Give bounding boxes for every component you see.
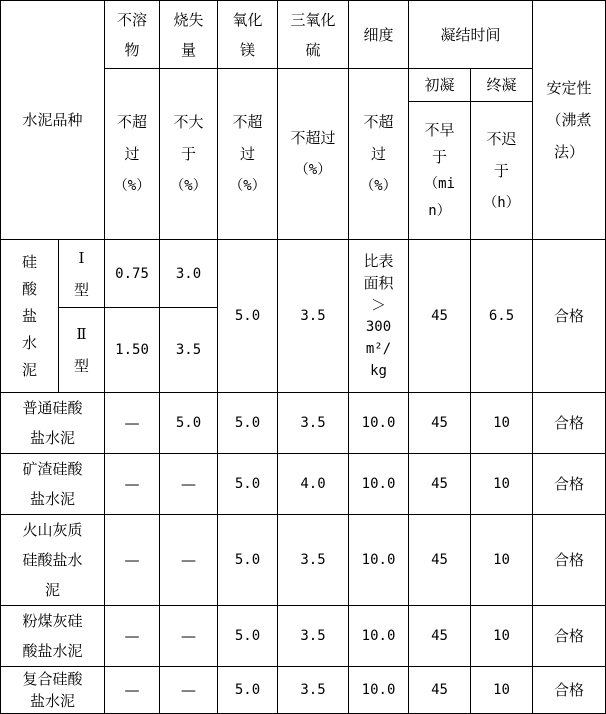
soundness-value: 合格 [533, 606, 606, 667]
table-row [1, 515, 606, 606]
ignition-value: — [160, 454, 218, 515]
so3-value: 4.0 [278, 454, 349, 515]
ignition-value: 5.0 [160, 393, 218, 454]
table-row [1, 393, 606, 454]
header-initial-set: 初凝 [409, 69, 471, 102]
mgo-value: 5.0 [218, 606, 278, 667]
fineness-value: 10.0 [349, 393, 409, 454]
header-mgo: 氧化 镁 [218, 1, 278, 69]
cement-name: 矿渣硅酸 盐水泥 [1, 454, 105, 515]
insoluble-value: — [105, 667, 160, 714]
final-value: 10 [471, 515, 533, 606]
so3-value: 3.5 [278, 393, 349, 454]
final-value: 10 [471, 393, 533, 454]
header-cement-type: 水泥品种 [1, 1, 105, 240]
insoluble-value: — [105, 606, 160, 667]
initial-value: 45 [409, 515, 471, 606]
so3-value: 3.5 [278, 515, 349, 606]
initial-value: 45 [409, 667, 471, 714]
portland-initial: 45 [409, 240, 471, 393]
table-row [1, 454, 606, 515]
header-initial-limit: 不早 于 （mi n） [409, 102, 471, 240]
cement-name: 普通硅酸 盐水泥 [1, 393, 105, 454]
portland-type-1: Ⅰ 型 [59, 240, 105, 308]
portland-final: 6.5 [471, 240, 533, 393]
portland-insoluble-1: 0.75 [105, 240, 160, 308]
soundness-value: 合格 [533, 393, 606, 454]
portland-so3: 3.5 [278, 240, 349, 393]
so3-value: 3.5 [278, 667, 349, 714]
header-mgo-limit: 不超 过 （%） [218, 69, 278, 240]
portland-type-2: Ⅱ 型 [59, 308, 105, 393]
final-value: 10 [471, 667, 533, 714]
cement-name: 火山灰质 硅酸盐水 泥 [1, 515, 105, 606]
initial-value: 45 [409, 454, 471, 515]
header-fineness-limit: 不超 过 （%） [349, 69, 409, 240]
mgo-value: 5.0 [218, 667, 278, 714]
header-so3: 三氧化 硫 [278, 1, 349, 69]
header-ignition-limit: 不大 于 （%） [160, 69, 218, 240]
header-final-set: 终凝 [471, 69, 533, 102]
header-insoluble: 不溶 物 [105, 1, 160, 69]
portland-name: 硅 酸 盐 水 泥 [1, 240, 59, 393]
header-ignition-loss: 烧失 量 [160, 1, 218, 69]
cement-name: 粉煤灰硅 酸盐水泥 [1, 606, 105, 667]
table-row [1, 667, 606, 714]
header-insoluble-limit: 不超 过 （%） [105, 69, 160, 240]
soundness-value: 合格 [533, 454, 606, 515]
header-so3-limit: 不超过 （%） [278, 69, 349, 240]
final-value: 10 [471, 606, 533, 667]
header-fineness: 细度 [349, 1, 409, 69]
table-row [1, 606, 606, 667]
portland-insoluble-2: 1.50 [105, 308, 160, 393]
ignition-value: — [160, 606, 218, 667]
insoluble-value: — [105, 515, 160, 606]
header-soundness: 安定性 （沸煮 法） [533, 1, 606, 240]
fineness-value: 10.0 [349, 606, 409, 667]
fineness-value: 10.0 [349, 454, 409, 515]
portland-fineness: 比表 面积 ＞ 300 m²/ kg [349, 240, 409, 393]
soundness-value: 合格 [533, 667, 606, 714]
cement-name: 复合硅酸 盐水泥 [1, 667, 105, 714]
soundness-value: 合格 [533, 515, 606, 606]
mgo-value: 5.0 [218, 393, 278, 454]
insoluble-value: — [105, 454, 160, 515]
fineness-value: 10.0 [349, 515, 409, 606]
ignition-value: — [160, 515, 218, 606]
portland-soundness: 合格 [533, 240, 606, 393]
mgo-value: 5.0 [218, 454, 278, 515]
initial-value: 45 [409, 393, 471, 454]
header-final-limit: 不迟 于 （h） [471, 102, 533, 240]
so3-value: 3.5 [278, 606, 349, 667]
final-value: 10 [471, 454, 533, 515]
fineness-value: 10.0 [349, 667, 409, 714]
portland-mgo: 5.0 [218, 240, 278, 393]
ignition-value: — [160, 667, 218, 714]
header-setting-time: 凝结时间 [409, 1, 533, 69]
mgo-value: 5.0 [218, 515, 278, 606]
insoluble-value: — [105, 393, 160, 454]
portland-ignition-1: 3.0 [160, 240, 218, 308]
initial-value: 45 [409, 606, 471, 667]
portland-ignition-2: 3.5 [160, 308, 218, 393]
